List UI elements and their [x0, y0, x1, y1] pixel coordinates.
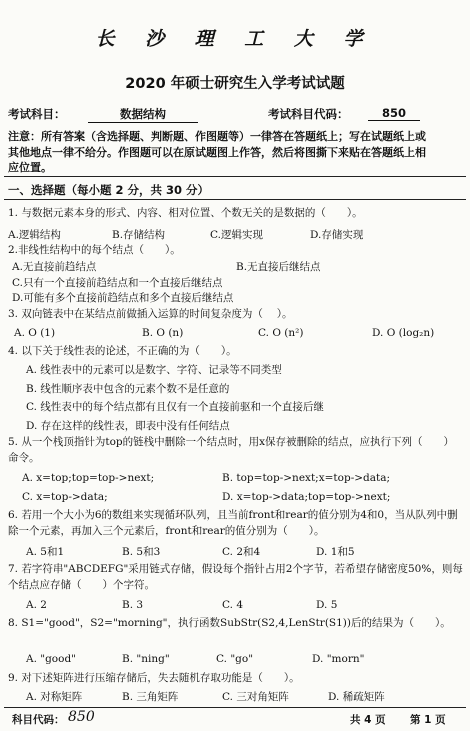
exam-title: 2020 年硕士研究生入学考试试题 [125, 76, 345, 92]
code-value: 850 [368, 106, 420, 121]
question-options [12, 275, 462, 290]
option: B. 线性顺序表中包含的元素个数不是任意的 [26, 383, 230, 395]
option: D.存储实现 [310, 229, 364, 241]
option: B.无直接后继结点 [236, 261, 321, 273]
option: C.只有一个直接前趋结点和一个直接后继结点 [12, 277, 223, 289]
code-label: 考试科目代码： [268, 107, 349, 121]
footer-code-handwritten: 850 [68, 709, 95, 725]
question-options [22, 491, 462, 506]
option: C. 线性表中的每个结点都有且仅有一个直接前驱和一个直接后继 [26, 401, 324, 413]
option: C. 三对角矩阵 [222, 691, 289, 703]
option: B.存储结构 [112, 229, 166, 241]
subject-label: 考试科目： [8, 107, 66, 121]
question-options [26, 653, 462, 668]
page-footer [6, 710, 464, 728]
question-options [12, 290, 462, 305]
question-stem: 9. 对下述矩阵进行压缩存储后，失去随机存取功能是（ ）。 [8, 672, 300, 684]
option: A. 对称矩阵 [26, 691, 83, 703]
question-stem: 3. 双向链表中在某结点前做插入运算的时间复杂度为（ ）。 [8, 308, 293, 320]
option: D. 5 [316, 599, 338, 611]
question-stem: 8. S1="good"，S2="morning"，执行函数SubStr(S2,4,LenStr(S1))后的结果为（ ）。 [8, 617, 451, 629]
page-number: 第 1 页 [410, 714, 446, 726]
question-options [26, 599, 462, 614]
option: A. "good" [26, 653, 77, 665]
question-options [26, 418, 462, 433]
option: D. "morn" [312, 653, 365, 665]
option: C. O (n²) [258, 327, 304, 339]
question-options [26, 689, 462, 704]
divider [4, 199, 466, 200]
footer-code-label: 科目代码： [12, 714, 65, 726]
total-pages: 共 4 页 [350, 714, 386, 726]
option: D. O (log₂n) [372, 327, 435, 339]
subject-value: 数据结构 [88, 106, 198, 123]
question-options [22, 472, 462, 487]
option: D.可能有多个直接前趋结点和多个直接后继结点 [12, 292, 234, 304]
question-stem: 4. 以下关于线性表的论述，不正确的为（ ）。 [8, 345, 237, 357]
option: A. O (1) [14, 327, 56, 339]
question-options [26, 362, 462, 377]
option: B. O (n) [142, 327, 184, 339]
option: A.逻辑结构 [8, 229, 61, 241]
option: A. 2 [26, 599, 47, 611]
option: C. 4 [222, 599, 244, 611]
option: A. 线性表中的元素可以是数字、字符、记录等不同类型 [26, 364, 282, 376]
option: C.逻辑实现 [210, 229, 263, 241]
question-options [14, 327, 464, 342]
question-options [8, 227, 464, 242]
question-options [26, 381, 462, 396]
option: B. 三角矩阵 [122, 691, 179, 703]
option: D. 1和5 [316, 546, 355, 558]
option: A. 5和1 [26, 546, 65, 558]
option: C. 2和4 [222, 546, 261, 558]
option: A.无直接前趋结点 [12, 261, 97, 273]
question-stem: 1. 与数据元素本身的形式、内容、相对位置、个数无关的是数据的（ ）。 [8, 207, 363, 219]
option: B. top=top->next;x=top->data; [222, 472, 391, 484]
question-options [12, 259, 462, 274]
notice-line: 应位置。 [8, 161, 52, 174]
question-stem: 5. 从一个栈顶指针为top的链栈中删除一个结点时，用x保存被删除的结点，应执行下列（ ）命令。 [8, 436, 455, 464]
notice-line: 注意：所有答案（含选择题、判断题、作图题等）一律答在答题纸上；写在试题纸上或 [8, 130, 426, 143]
question-stem: 6. 若用一个大小为6的数组来实现循环队列，且当前front和rear的值分别为4和0，当从队列中删除一个元素，再加入三个元素后，front和rear的值分别为（ ）。 [8, 509, 458, 537]
divider [4, 176, 466, 177]
subject-line [8, 106, 462, 124]
option: B. 5和3 [122, 546, 161, 558]
exam-notice [8, 129, 464, 176]
option: D. 存在这样的线性表，即表中没有任何结点 [26, 420, 230, 432]
divider [4, 707, 466, 708]
option: D. 稀疏矩阵 [328, 691, 385, 703]
option: D. x=top->data;top=top->next; [222, 491, 391, 503]
option: C. x=top->data; [22, 491, 108, 503]
notice-line: 其他地点一律不给分。作图题可以在原试题图上作答，然后将图撕下来贴在答题纸上相 [8, 145, 426, 159]
question-options [26, 544, 462, 559]
option: A. x=top;top=top->next; [22, 472, 155, 484]
option: B. "ning" [122, 653, 170, 665]
option: B. 3 [122, 599, 144, 611]
section-title: 一、选择题（每小题 2 分，共 30 分） [8, 183, 210, 197]
question-stem: 2.非线性结构中的每个结点（ ）。 [8, 244, 181, 256]
option: C. "go" [216, 653, 254, 665]
question-stem: 7. 若字符串"ABCDEFG"采用链式存储，假设每个指针占用2个字节，若希望存储密度50%，则每个结点应存储（ ）个字符。 [8, 563, 463, 591]
university-name: 长 沙 理 工 大 学 [95, 28, 375, 50]
question-options [26, 399, 462, 414]
